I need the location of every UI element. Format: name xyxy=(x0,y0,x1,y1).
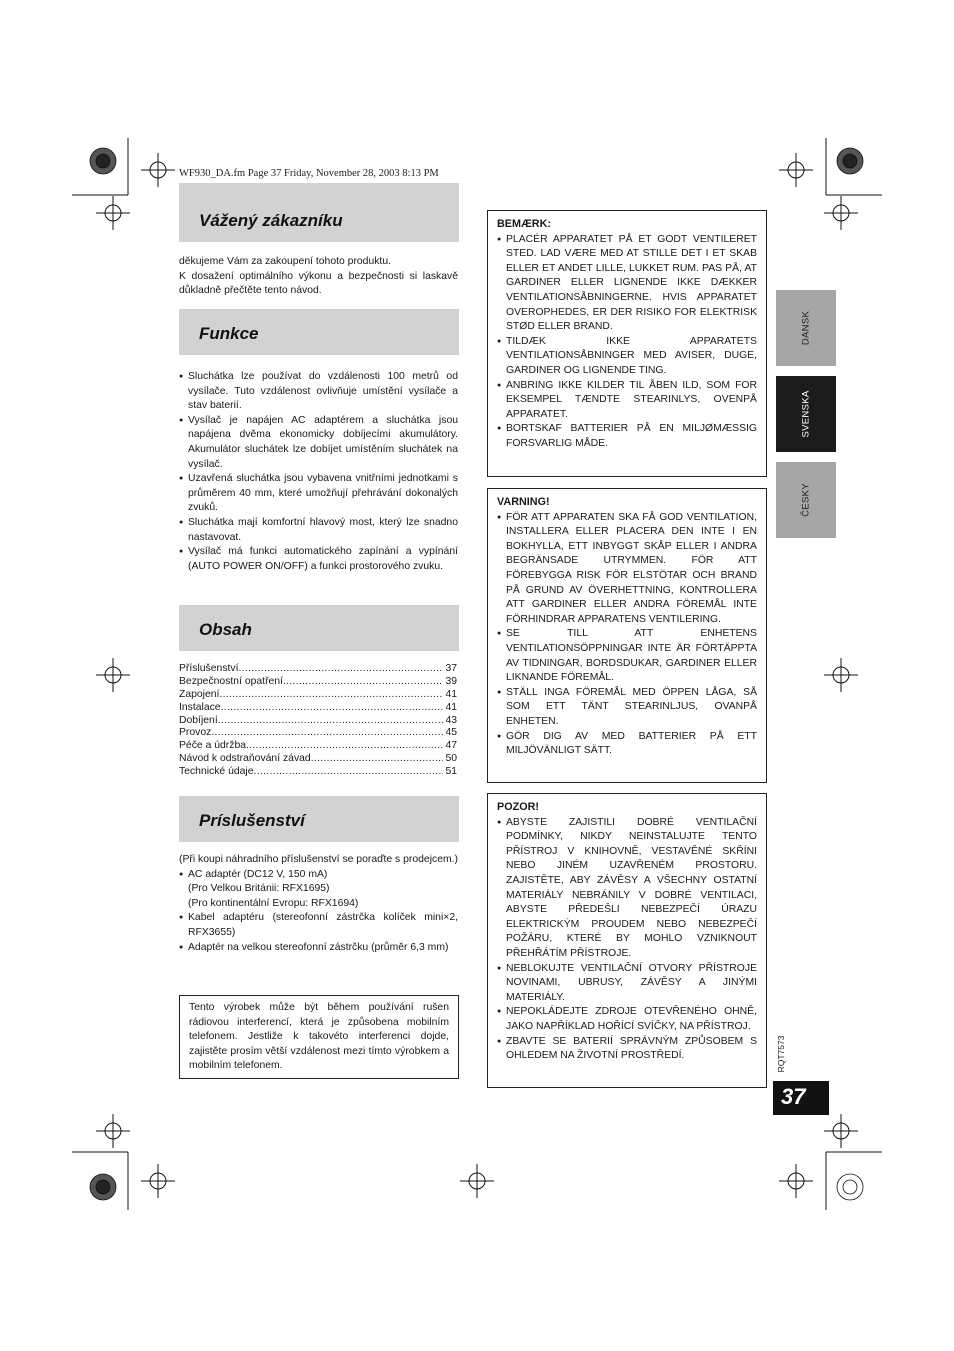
file-header-line: WF930_DA.fm Page 37 Friday, November 28, 2003 8:13 PM xyxy=(179,168,439,179)
warning-item: ● NEPOKLÁDEJTE ZDROJE OTEVŘENÉHO OHNĚ, JAKO NAPŘÍKLAD HOŘÍCÍ SVÍČKY, NA PŘÍSTROJ. xyxy=(497,1005,757,1034)
feature-item: ● Uzavřená sluchátka jsou vybavena vnitřními jednotkami s průměrem 40 mm, které umožňují přehrávání dokonalých zvuků. xyxy=(179,472,458,516)
warning-item: ● SE TILL ATT ENHETENS VENTILATIONSÖPPNINGAR INTE ÄR FÖRTÄPPTA AV TIDNINGAR, BORDSDUKAR, GARDINER ELLER LIKNANDE FÖREMÅL. xyxy=(497,627,757,685)
page-number: 37 xyxy=(773,1081,829,1115)
feature-item: ● Vysílač má funkci automatického zapínání a vypínání (AUTO POWER ON/OFF) a funkci prostorového zvuku. xyxy=(179,545,458,574)
warning-box-czech xyxy=(487,793,767,1088)
section-title-prislusenstvi: Príslušenství xyxy=(199,811,305,830)
accessories-list xyxy=(179,853,458,955)
tab-label: DANSK xyxy=(800,310,812,346)
toc-row[interactable]: Bezpečnostní opatření ..... 39 xyxy=(179,676,457,689)
warning-heading: VARNING! xyxy=(497,496,550,508)
accessory-item: ● Adaptér na velkou stereofonní zástrčku (průměr 6,3 mm) xyxy=(179,941,458,956)
interference-notice xyxy=(179,995,459,1079)
features-list xyxy=(179,370,458,574)
warning-item: ● ANBRING IKKE KILDER TIL ÅBEN ILD, SOM FOR EKSEMPEL TÆNDTE STEARINLYS, OVENPÅ APPARATET. xyxy=(497,379,757,423)
warning-item: ● PLACÉR APPARATET PÅ ET GODT VENTILERET STED. LAD VÆRE MED AT STILLE DET I ET SKAB ELLER ET ANDET LILLE, LUKKET RUM. PAS PÅ, AT GARDINER ELLER LIGNENDE IKKE DÆKKER VENTILATIONSÅBNINGERNE. HVIS APPARATET OVEROPHEDES, ER DER RISIKO FOR ELEKTRISK STØD ELLER BRAND. xyxy=(497,233,757,335)
warning-item: ● STÄLL INGA FÖREMÅL MED ÖPPEN LÅGA, SÅ SOM ETT TÄNT STEARINLJUS, OVANPÅ ENHETEN. xyxy=(497,686,757,730)
language-tab-dansk[interactable] xyxy=(776,290,836,366)
section-bar-prislusenstvi xyxy=(179,796,459,842)
accessory-sub: (Pro kontinentální Evropu: RFX1694) xyxy=(188,897,359,909)
warning-heading: POZOR! xyxy=(497,801,539,813)
intro-text: děkujeme Vám za zakoupení tohoto produktu. K dosažení optimálního výkonu a bezpečnosti si laskavě důkladně přečtěte tento návod. xyxy=(179,256,458,297)
warning-box-danish xyxy=(487,210,767,477)
warning-item: ● GÖR DIG AV MED BATTERIER PÅ ETT MILJÖVÄNLIGT SÄTT. xyxy=(497,730,757,759)
warning-item: ● BORTSKAF BATTERIER PÅ EN MILJØMÆSSIG FORSVARLIG MÅDE. xyxy=(497,422,757,451)
feature-item: ● Sluchátka mají komfortní hlavový most, který lze snadno nastavovat. xyxy=(179,516,458,545)
accessory-sub: (Pro Velkou Británii: RFX1695) xyxy=(188,883,330,895)
section-bar-vazeny xyxy=(179,183,459,242)
feature-item: ● Vysílač je napájen AC adaptérem a sluchátka jsou napájena dvěma ekonomicky dobíjecími akumulátory. Akumulátor sluchátek lze dobíjet umístěním sluchátek na vysílač. xyxy=(179,414,458,472)
language-tab-svenska[interactable] xyxy=(776,376,836,452)
section-title-funkce: Funkce xyxy=(199,324,259,343)
toc-row[interactable]: Návod k odstraňování závad ..... 50 xyxy=(179,753,457,766)
section-bar-funkce xyxy=(179,309,459,355)
feature-item: ● Sluchátka lze používat do vzdálenosti 100 metrů od vysílače. Tuto vzdálenost ovlivňuje umístění vysílače a stav baterií. xyxy=(179,370,458,414)
model-code: RQT7573 xyxy=(776,1035,786,1073)
accessory-item: ● Kabel adaptéru (stereofonní zástrčka kolíček mini×2, RFX3655) xyxy=(179,911,458,940)
accessories-intro: (Při koupi náhradního příslušenství se poraďte s prodejcem.) xyxy=(179,854,458,865)
language-tab-cesky[interactable] xyxy=(776,462,836,538)
toc-row[interactable]: Instalace ..... 41 xyxy=(179,702,457,715)
warning-heading: BEMÆRK: xyxy=(497,218,551,230)
warning-item: ● TILDÆK IKKE APPARATETS VENTILATIONSÅBNINGER MED AVISER, DUGE, GARDINER OG LIGNENDE TING. xyxy=(497,335,757,379)
tab-label: SVENSKA xyxy=(800,390,812,438)
notice-text: Tento výrobek může být během používání rušen rádiovou interferencí, která je způsobena mobilním telefonem. Jestliže k takovéto interferenci dojde, zajistěte prosím větší vzdálenost mezi tímto výrobkem a mobilním telefonem. xyxy=(189,1002,449,1072)
toc-row[interactable]: Příslušenství ..... 37 xyxy=(179,663,457,676)
accessory-item xyxy=(179,868,458,912)
toc-row[interactable]: Zapojení ..... 41 xyxy=(179,689,457,702)
table-of-contents xyxy=(179,663,457,779)
warning-item: ● FÖR ATT APPARATEN SKA FÅ GOD VENTILATION, INSTALLERA ELLER PLACERA DEN INTE I EN BOKHYLLA, ETT INBYGGT SKÅP ELLER I ANDRA BEGRÄNSADE UTRYMMEN. FÖR ATT FÖREBYGGA RISK FÖR ELSTÖTAR OCH BRAND PÅ GRUND AV ÖVERHETTNING, KONTROLLERA ATT GARDINER ELLER ANDRA FÖREMÅL INTE FÖRHINDRAR APPARATENS VENTILERING. xyxy=(497,511,757,628)
accessory-text: ● AC adaptér (DC12 V, 150 mA) xyxy=(188,868,328,880)
warning-item: ● ZBAVTE SE BATERIÍ SPRÁVNÝM ZPŮSOBEM S OHLEDEM NA ŽIVOTNÍ PROSTŘEDÍ. xyxy=(497,1035,757,1064)
warning-item: ● ABYSTE ZAJISTILI DOBRÉ VENTILAČNÍ PODMÍNKY, NIKDY NEINSTALUJTE TENTO PŘÍSTROJ V KNIHOVNĚ, VESTAVĚNÉ SKŘÍNI NEBO JINÉM UZAVŘENÉM PROSTORU. ZAJISTĚTE, ABY ZÁVĚSY A VŠECHNY OSTATNÍ MATERIÁLY NEBRÁNILY V DOBRÉ VENTILACI, ABYSTE PŘEDEŠLI NEBEZPEČÍ ÚRAZU ELEKTRICKÝM PROUDEM NEBO NEBEZPEČÍ POŽÁRU, KTERÉ BY MOHLO VZNIKNOUT PŘEHŘÁTÍM PŘÍSTROJE. xyxy=(497,816,757,962)
toc-row[interactable]: Provoz ..... 45 xyxy=(179,727,457,740)
section-title-vazeny: Vážený zákazníku xyxy=(199,211,343,230)
warning-box-swedish xyxy=(487,488,767,783)
tab-label: ČESKY xyxy=(800,483,812,517)
section-title-obsah: Obsah xyxy=(199,620,252,639)
section-bar-obsah xyxy=(179,605,459,651)
toc-row[interactable]: Péče a údržba ..... 47 xyxy=(179,740,457,753)
warning-item: ● NEBLOKUJTE VENTILAČNÍ OTVORY PŘÍSTROJE NOVINAMI, UBRUSY, ZÁVĚSY A JINÝMI MATERIÁLY. xyxy=(497,962,757,1006)
toc-row[interactable]: Technické údaje ..... 51 xyxy=(179,766,457,779)
toc-row[interactable]: Dobíjení ..... 43 xyxy=(179,715,457,728)
